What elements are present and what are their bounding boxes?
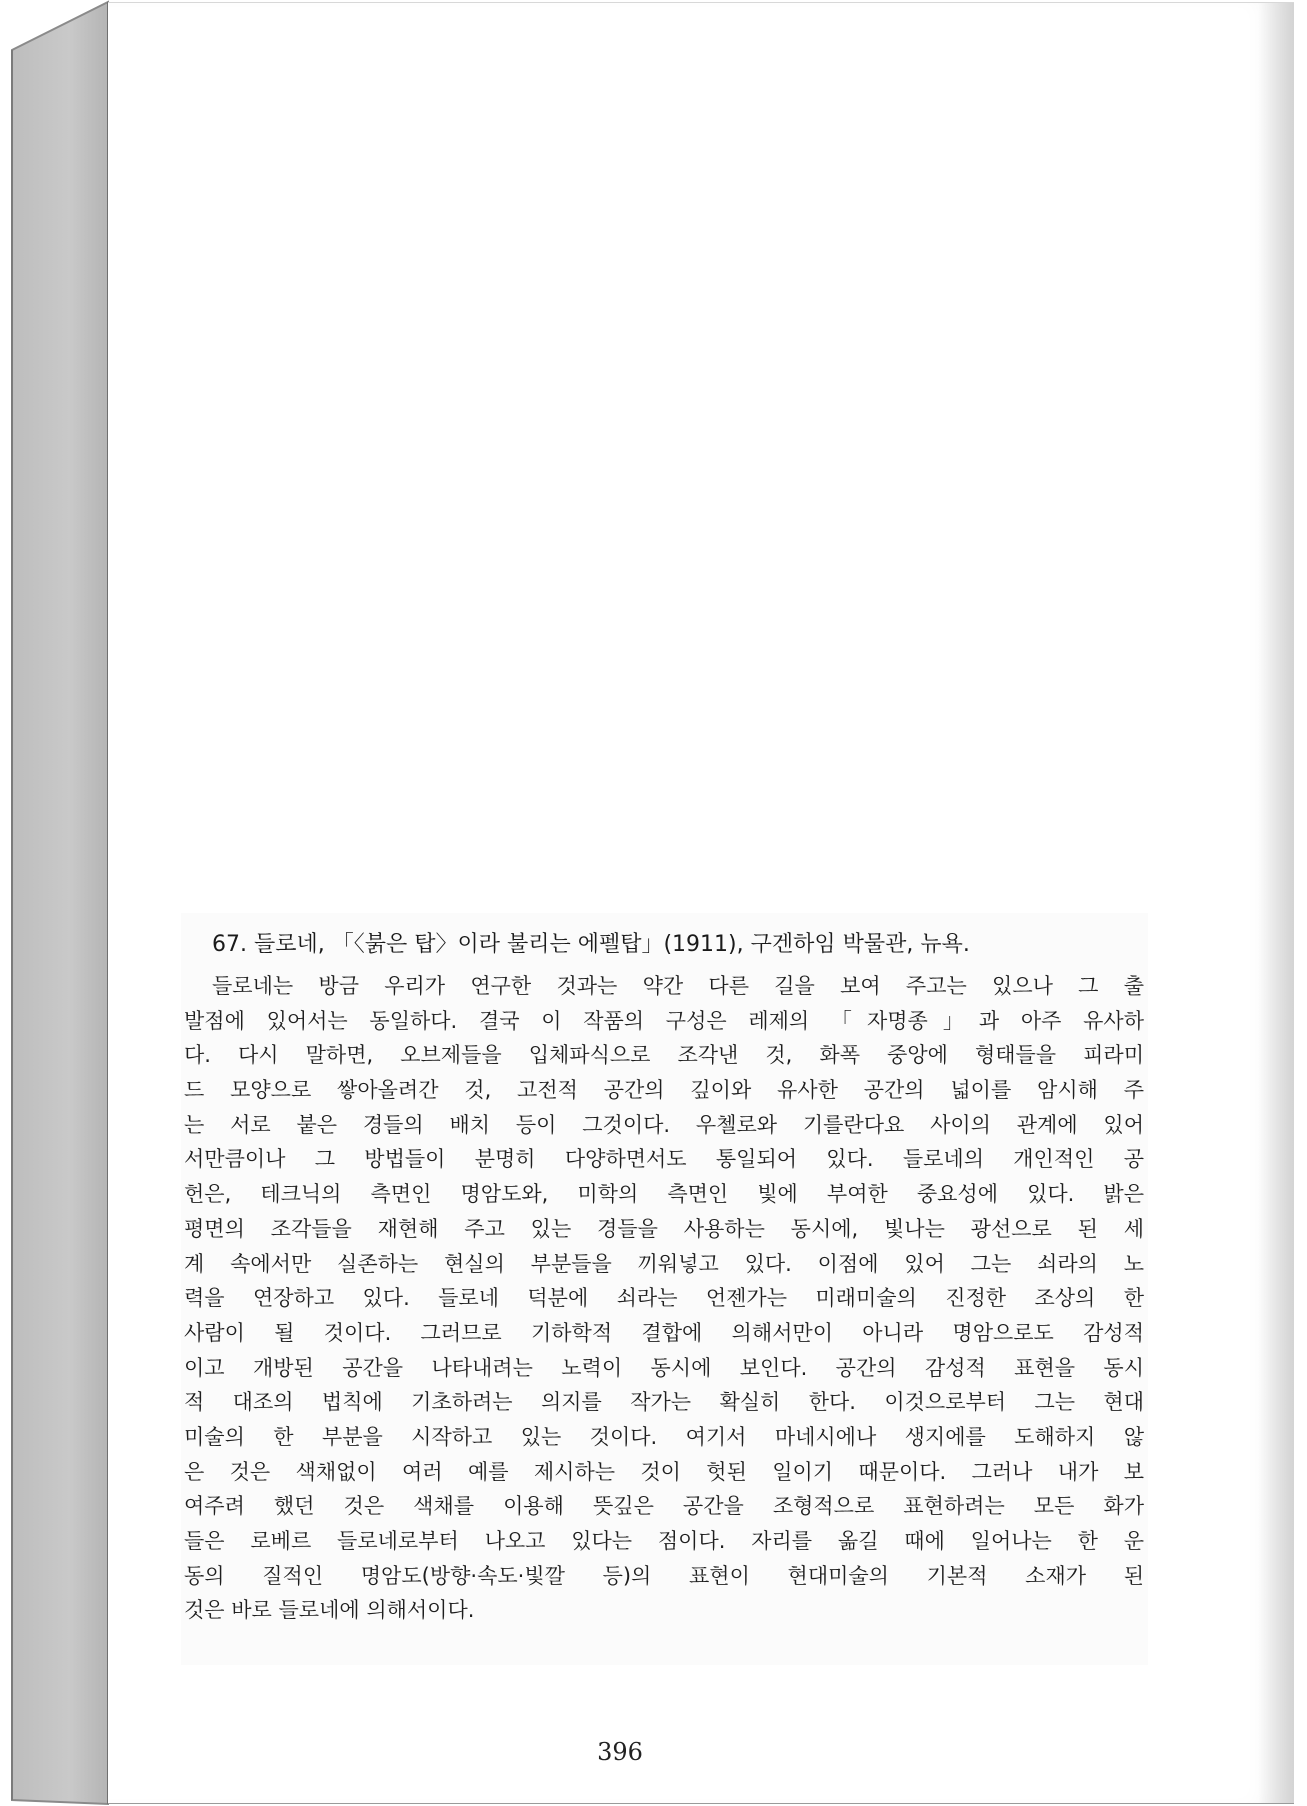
figure-caption: 67. 들로네, 「〈붉은 탑〉이라 불리는 에펠탑」(1911), 구겐하임 박물관, 뉴욕. <box>212 932 970 957</box>
paragraph-line: 들로네는 방금 우리가 연구한 것과는 약간 다른 길을 보여 주고는 있으나 그 출 <box>212 974 1144 998</box>
paragraph-line: 평면의 조각들을 재현해 주고 있는 경들을 사용하는 동시에, 빛나는 광선으로 된 세 <box>184 1216 1144 1241</box>
paragraph-line: 력을 연장하고 있다. 들로네 덕분에 쇠라는 언젠가는 미래미술의 진정한 조상의 한 <box>184 1286 1144 1311</box>
paragraph-line: 는 서로 붙은 경들의 배치 등이 그것이다. 우첼로와 기를란다요 사이의 관계에 있어 <box>184 1112 1144 1137</box>
paragraph-line: 동의 질적인 명암도(방향·속도·빛깔 등)의 표현이 현대미술의 기본적 소재가 된 <box>184 1563 1144 1588</box>
paragraph-line: 들은 로베르 들로네로부터 나오고 있다는 점이다. 자리를 옮길 때에 일어나는 한 운 <box>184 1529 1144 1553</box>
paragraph-line: 다. 다시 말하면, 오브제들을 입체파식으로 조각낸 것, 화폭 중앙에 형태들을 피라미 <box>184 1043 1144 1068</box>
paragraph-line: 발점에 있어서는 동일하다. 결국 이 작품의 구성은 레제의 「자명종」과 아주 유사하 <box>184 1008 1144 1033</box>
paragraph-line: 여주려 했던 것은 색채를 이용해 뜻깊은 공간을 조형적으로 표현하려는 모든 화가 <box>184 1494 1144 1519</box>
paragraph-line: 은 것은 색채없이 여러 예를 제시하는 것이 헛된 일이기 때문이다. 그러나 내가 보 <box>184 1459 1144 1484</box>
paragraph-line: 드 모양으로 쌓아올려간 것, 고전적 공간의 깊이와 유사한 공간의 넓이를 암시해 주 <box>184 1078 1144 1103</box>
paragraph-line: 서만큼이나 그 방법들이 분명히 다양하면서도 통일되어 있다. 들로네의 개인적인 공 <box>184 1147 1144 1172</box>
page-edge-shadow <box>1258 3 1294 1803</box>
paragraph-line: 미술의 한 부분을 시작하고 있는 것이다. 여기서 마네시에나 생지에를 도해하지 않 <box>184 1424 1144 1449</box>
paragraph-line: 것은 바로 들로네에 의해서이다. <box>184 1598 475 1623</box>
book-spine <box>12 2 108 1804</box>
paragraph-line: 사람이 될 것이다. 그러므로 기하학적 결합에 의해서만이 아니라 명암으로도 감성적 <box>184 1320 1144 1345</box>
body-paragraph <box>184 969 1144 1628</box>
paragraph-line: 계 속에서만 실존하는 현실의 부분들을 끼워넣고 있다. 이점에 있어 그는 쇠라의 노 <box>184 1251 1144 1276</box>
paragraph-line: 적 대조의 법칙에 기초하려는 의지를 작가는 확실히 한다. 이것으로부터 그는 현대 <box>184 1390 1144 1415</box>
page-number: 396 <box>597 1738 643 1766</box>
paragraph-line: 헌은, 테크닉의 측면인 명암도와, 미학의 측면인 빛에 부여한 중요성에 있다. 밝은 <box>184 1182 1144 1207</box>
paragraph-line: 이고 개방된 공간을 나타내려는 노력이 동시에 보인다. 공간의 감성적 표현을 동시 <box>184 1355 1144 1380</box>
